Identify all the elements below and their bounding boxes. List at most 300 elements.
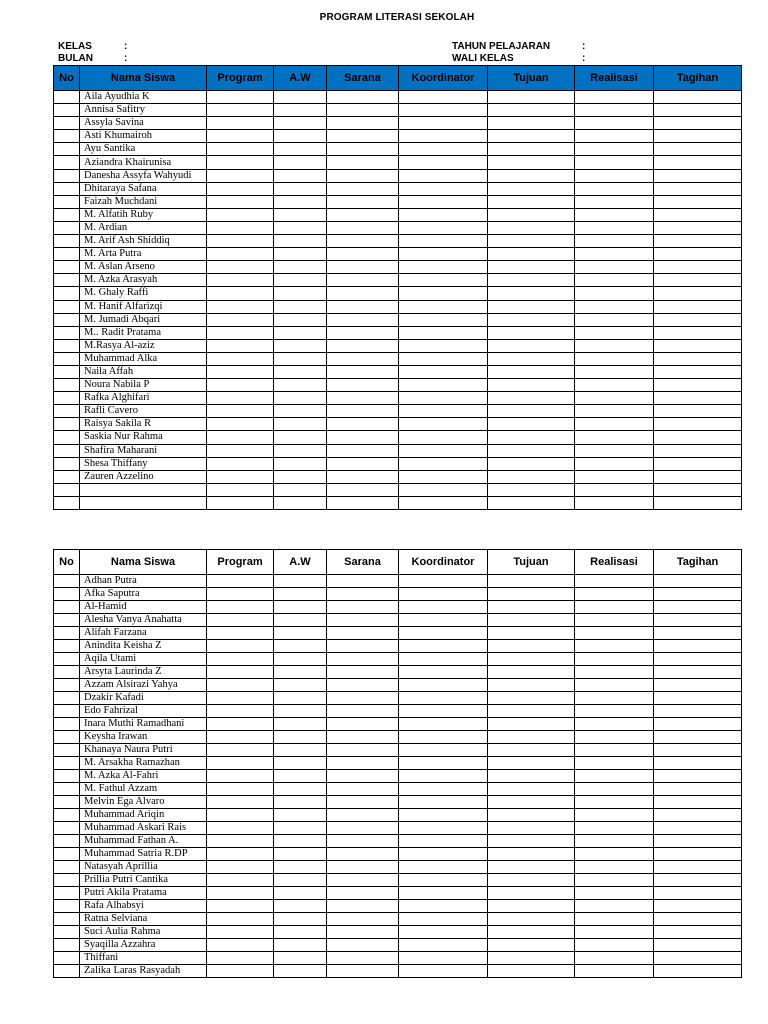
student-name-cell: M. Ghaly Raffi [80,287,207,300]
empty-cell [327,783,399,796]
table-row [54,235,742,248]
empty-cell [54,666,80,679]
empty-cell [654,444,742,457]
empty-cell [654,939,742,952]
empty-cell [274,952,327,965]
empty-cell [488,143,575,156]
empty-cell [575,261,654,274]
student-name-cell: M.Rasya Al-aziz [80,339,207,352]
empty-cell [207,757,274,770]
empty-cell [327,431,399,444]
empty-cell [399,887,488,900]
table-row [54,300,742,313]
empty-cell [654,235,742,248]
table-row [54,575,742,588]
empty-cell [654,601,742,614]
empty-cell [488,418,575,431]
empty-cell [575,601,654,614]
table-header-row [54,66,742,91]
table-row [54,861,742,874]
empty-cell [274,666,327,679]
empty-cell [399,640,488,653]
empty-cell [54,744,80,757]
empty-cell [207,392,274,405]
empty-cell [399,274,488,287]
empty-cell [207,444,274,457]
empty-cell [54,601,80,614]
empty-cell [54,809,80,822]
empty-cell [488,848,575,861]
empty-cell [399,169,488,182]
empty-cell [654,783,742,796]
empty-cell [399,405,488,418]
empty-cell [274,783,327,796]
empty-cell [399,431,488,444]
empty-cell [399,208,488,221]
empty-cell [274,405,327,418]
column-header-tujuan: Tujuan [488,550,575,575]
empty-cell [488,653,575,666]
empty-cell [654,261,742,274]
empty-cell [575,653,654,666]
empty-cell [654,182,742,195]
empty-cell [327,405,399,418]
empty-cell [327,887,399,900]
table-row [54,169,742,182]
empty-cell [488,365,575,378]
empty-cell [274,575,327,588]
empty-cell [207,379,274,392]
empty-cell [274,692,327,705]
empty-cell [327,483,399,496]
empty-cell [399,822,488,835]
empty-cell [207,91,274,104]
empty-cell [488,208,575,221]
empty-cell [488,300,575,313]
column-header-no: No [54,66,80,91]
student-name-cell: M. Hanif Alfarizqi [80,300,207,313]
table-row [54,692,742,705]
table-row [54,339,742,352]
empty-cell [399,457,488,470]
student-name-cell: Adhan Putra [80,575,207,588]
empty-cell [54,313,80,326]
empty-cell [54,444,80,457]
empty-cell [488,939,575,952]
table-row [54,182,742,195]
empty-cell [654,248,742,261]
table-row [54,117,742,130]
empty-cell [207,770,274,783]
student-name-cell: Thiffani [80,952,207,965]
empty-cell [575,326,654,339]
table-row [54,405,742,418]
student-name-cell: Danesha Assyfa Wahyudi [80,169,207,182]
empty-cell [54,274,80,287]
empty-cell [54,835,80,848]
empty-cell [207,783,274,796]
empty-cell [575,221,654,234]
student-name-cell: Assyla Savina [80,117,207,130]
student-name-cell: Suci Aulia Rahma [80,926,207,939]
empty-cell [54,352,80,365]
table-row [54,143,742,156]
table-row [54,418,742,431]
empty-cell [575,757,654,770]
table-row [54,470,742,483]
empty-cell [488,913,575,926]
meta-bulan-label: BULAN [58,53,93,64]
empty-cell [54,130,80,143]
empty-cell [54,287,80,300]
empty-cell [54,365,80,378]
student-table-2 [53,549,742,978]
empty-cell [54,195,80,208]
empty-cell [399,770,488,783]
empty-cell [54,822,80,835]
empty-cell [327,614,399,627]
table-row [54,731,742,744]
empty-cell [54,91,80,104]
table-row [54,261,742,274]
empty-cell [54,614,80,627]
table-row [54,627,742,640]
meta-tahun-pelajaran [452,41,585,53]
empty-cell [274,926,327,939]
empty-cell [575,679,654,692]
column-header-tujuan: Tujuan [488,66,575,91]
empty-cell [207,156,274,169]
empty-cell [327,796,399,809]
empty-cell [654,287,742,300]
empty-cell [207,588,274,601]
empty-cell [575,208,654,221]
empty-cell [575,913,654,926]
table-row [54,744,742,757]
empty-cell [399,326,488,339]
empty-cell [654,653,742,666]
empty-cell [207,143,274,156]
empty-cell [54,143,80,156]
empty-cell [54,848,80,861]
empty-cell [54,117,80,130]
empty-cell [274,444,327,457]
student-name-cell: Faizah Muchdani [80,195,207,208]
student-name-cell: M. Arta Putra [80,248,207,261]
empty-cell [575,770,654,783]
empty-cell [327,601,399,614]
empty-cell [207,405,274,418]
empty-cell [654,130,742,143]
empty-cell [488,601,575,614]
empty-cell [654,614,742,627]
student-name-cell: M.. Radit Pratama [80,326,207,339]
empty-cell [399,783,488,796]
column-header-tagihan: Tagihan [654,550,742,575]
empty-cell [207,926,274,939]
empty-cell [488,887,575,900]
student-name-cell: Edo Fahrizal [80,705,207,718]
student-name-cell: Noura Nabila P [80,379,207,392]
empty-cell [654,627,742,640]
empty-cell [575,939,654,952]
table-body [54,575,742,978]
empty-cell [399,379,488,392]
empty-cell [207,744,274,757]
table-row [54,352,742,365]
empty-cell [207,809,274,822]
empty-cell [488,861,575,874]
empty-cell [274,718,327,731]
empty-cell [327,757,399,770]
empty-cell [327,339,399,352]
empty-cell [488,195,575,208]
empty-cell [575,470,654,483]
table-row [54,326,742,339]
empty-cell [399,221,488,234]
student-name-cell: Asti Khumairoh [80,130,207,143]
empty-cell [274,392,327,405]
empty-cell [399,601,488,614]
empty-cell [488,221,575,234]
empty-cell [327,640,399,653]
empty-cell [654,156,742,169]
empty-cell [399,965,488,978]
student-name-cell: Ayu Santika [80,143,207,156]
table-row [54,365,742,378]
empty-cell [488,705,575,718]
empty-cell [54,575,80,588]
empty-cell [207,822,274,835]
empty-cell [54,783,80,796]
empty-cell [54,169,80,182]
meta-bulan [58,53,127,65]
empty-cell [654,926,742,939]
student-name-cell: Melvin Ega Alvaro [80,796,207,809]
empty-cell [327,666,399,679]
table-body [54,91,742,510]
student-name-cell: Rafli Cavero [80,405,207,418]
empty-cell [207,431,274,444]
table-row [54,666,742,679]
empty-cell [654,352,742,365]
empty-cell [654,887,742,900]
student-name-cell [80,483,207,496]
empty-cell [274,208,327,221]
student-name-cell: Annisa Safitry [80,104,207,117]
empty-cell [54,104,80,117]
empty-cell [399,496,488,509]
student-name-cell: Inara Muthi Ramadhani [80,718,207,731]
table-row [54,457,742,470]
column-header-realisasi: Realisasi [575,550,654,575]
empty-cell [54,300,80,313]
empty-cell [207,900,274,913]
table-row [54,874,742,887]
student-name-cell: M. Arsakha Ramazhan [80,757,207,770]
student-name-cell: M. Fathul Azzam [80,783,207,796]
empty-cell [207,718,274,731]
student-name-cell: Shafira Maharani [80,444,207,457]
table-row [54,926,742,939]
table-row [54,770,742,783]
empty-cell [654,104,742,117]
meta-kelas-colon: : [124,41,128,52]
empty-cell [488,457,575,470]
empty-cell [488,379,575,392]
empty-cell [654,221,742,234]
column-header-nama-siswa: Nama Siswa [80,66,207,91]
empty-cell [399,861,488,874]
empty-cell [274,861,327,874]
empty-cell [575,692,654,705]
empty-cell [274,679,327,692]
empty-cell [575,156,654,169]
empty-cell [274,104,327,117]
table-row [54,195,742,208]
empty-cell [327,130,399,143]
empty-cell [54,796,80,809]
empty-cell [399,796,488,809]
student-name-cell: M. Arif Ash Shiddiq [80,235,207,248]
empty-cell [575,195,654,208]
empty-cell [54,248,80,261]
empty-cell [327,326,399,339]
empty-cell [274,169,327,182]
student-name-cell: Afka Saputra [80,588,207,601]
table-row [54,208,742,221]
empty-cell [54,431,80,444]
student-name-cell: Khanaya Naura Putri [80,744,207,757]
empty-cell [274,143,327,156]
empty-cell [575,809,654,822]
empty-cell [274,483,327,496]
empty-cell [654,143,742,156]
empty-cell [575,666,654,679]
table-row [54,496,742,509]
empty-cell [207,575,274,588]
empty-cell [488,965,575,978]
empty-cell [54,470,80,483]
empty-cell [54,705,80,718]
student-name-cell: Al-Hamid [80,601,207,614]
student-name-cell: Dhitaraya Safana [80,182,207,195]
empty-cell [575,339,654,352]
empty-cell [654,470,742,483]
empty-cell [654,313,742,326]
empty-cell [54,156,80,169]
empty-cell [575,313,654,326]
empty-cell [54,952,80,965]
empty-cell [54,900,80,913]
empty-cell [207,169,274,182]
column-header-program: Program [207,66,274,91]
student-name-cell: Shesa Thiffany [80,457,207,470]
table-row [54,835,742,848]
empty-cell [654,731,742,744]
empty-cell [654,392,742,405]
empty-cell [327,195,399,208]
column-header-nama-siswa: Nama Siswa [80,550,207,575]
empty-cell [207,326,274,339]
empty-cell [399,692,488,705]
empty-cell [488,431,575,444]
empty-cell [274,248,327,261]
empty-cell [274,352,327,365]
empty-cell [274,130,327,143]
column-header-koordinator: Koordinator [399,66,488,91]
empty-cell [274,939,327,952]
table-row [54,718,742,731]
empty-cell [274,496,327,509]
table-row [54,614,742,627]
empty-cell [274,848,327,861]
empty-cell [654,418,742,431]
empty-cell [399,130,488,143]
empty-cell [399,261,488,274]
empty-cell [488,483,575,496]
student-name-cell: Keysha Irawan [80,731,207,744]
empty-cell [274,809,327,822]
student-name-cell: Putri Akila Pratama [80,887,207,900]
empty-cell [207,339,274,352]
empty-cell [274,731,327,744]
empty-cell [575,405,654,418]
empty-cell [488,130,575,143]
empty-cell [207,666,274,679]
table-row [54,705,742,718]
table-row [54,156,742,169]
empty-cell [207,287,274,300]
empty-cell [575,379,654,392]
table-row [54,887,742,900]
empty-cell [54,235,80,248]
empty-cell [654,952,742,965]
empty-cell [488,731,575,744]
student-name-cell: Aziandra Khairunisa [80,156,207,169]
empty-cell [654,640,742,653]
student-name-cell: Muhammad Alka [80,352,207,365]
empty-cell [575,575,654,588]
empty-cell [274,156,327,169]
empty-cell [327,679,399,692]
empty-cell [399,91,488,104]
empty-cell [54,418,80,431]
table-row [54,640,742,653]
empty-cell [207,627,274,640]
empty-cell [654,900,742,913]
empty-cell [54,221,80,234]
empty-cell [399,744,488,757]
empty-cell [207,601,274,614]
empty-cell [207,235,274,248]
empty-cell [399,757,488,770]
empty-cell [488,248,575,261]
empty-cell [54,887,80,900]
empty-cell [654,796,742,809]
empty-cell [207,365,274,378]
empty-cell [399,339,488,352]
student-name-cell: Alesha Vanya Anahatta [80,614,207,627]
empty-cell [488,692,575,705]
empty-cell [207,887,274,900]
empty-cell [207,939,274,952]
empty-cell [654,431,742,444]
empty-cell [399,117,488,130]
meta-wali-kelas-colon: : [582,53,586,64]
empty-cell [575,861,654,874]
empty-cell [274,874,327,887]
